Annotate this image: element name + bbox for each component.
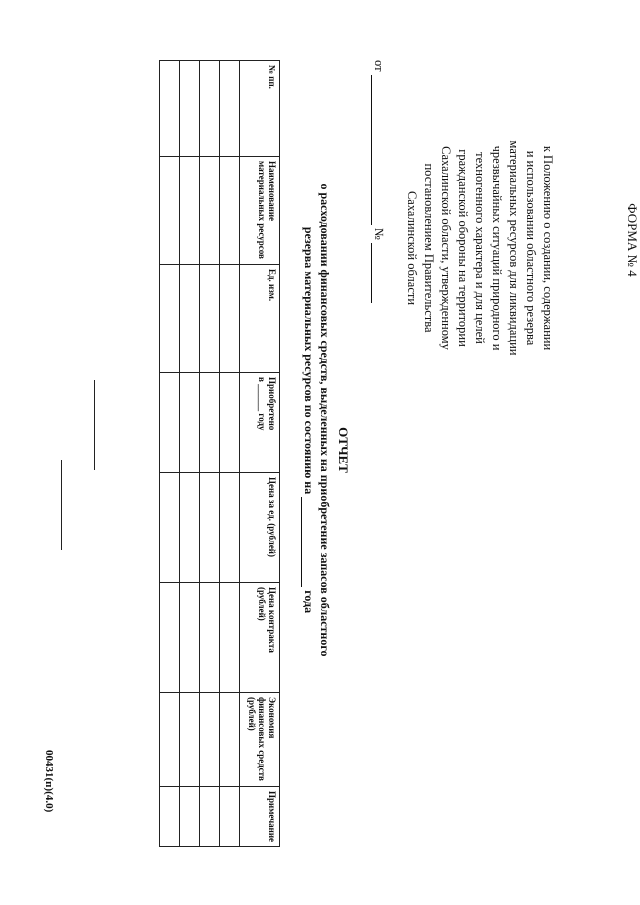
number-blank bbox=[371, 243, 384, 303]
ref-line: к Положению о создании, содержании bbox=[541, 145, 555, 351]
ref-line: чрезвычайных ситуаций природного и bbox=[490, 145, 504, 351]
bought-year: году bbox=[257, 413, 267, 431]
table-row bbox=[200, 61, 220, 847]
col-note-header: Примечание bbox=[240, 787, 280, 847]
col-price-header: Цена за ед. (рублей) bbox=[240, 473, 280, 583]
report-subtitle-line2-text: резерва материальных ресурсов по состоянию на bbox=[302, 226, 316, 495]
col-economy-header: Экономия финансовых средств (рублей) bbox=[240, 693, 280, 787]
ref-line: Сахалинской области, утвержденному bbox=[439, 146, 453, 350]
date-blank bbox=[371, 75, 384, 225]
ref-line: постановлением Правительства bbox=[422, 163, 436, 333]
table-row bbox=[180, 61, 200, 847]
ref-line: техногенного характера и для целей bbox=[473, 152, 487, 344]
separator-line bbox=[61, 460, 62, 550]
bought-in: в bbox=[257, 377, 267, 382]
table-row bbox=[220, 61, 240, 847]
ot-label: от bbox=[372, 60, 386, 72]
form-title: ФОРМА № 4 bbox=[625, 203, 640, 277]
col-name-header: Наименование материальных ресурсов bbox=[240, 157, 280, 265]
col-bought-header: Приобретено в ______ году bbox=[240, 373, 280, 473]
col-unit-header: Ед. изм. bbox=[240, 265, 280, 373]
ref-line: материальных ресурсов для ликвидации bbox=[507, 140, 521, 356]
report-table bbox=[159, 60, 280, 847]
report-subtitle-year: года bbox=[302, 590, 316, 614]
report-date-blank bbox=[301, 497, 314, 587]
col-contract-header: Цена контракта (рублей) bbox=[240, 583, 280, 693]
report-subtitle-line1: о расходовании финансовых средств, выделенных на приобретение запасов областного bbox=[318, 183, 332, 657]
separator-line bbox=[94, 380, 95, 470]
ref-line: и использовании областного резерва bbox=[524, 150, 538, 346]
reference-block bbox=[403, 88, 556, 408]
ref-line: гражданской обороны на территории bbox=[456, 149, 470, 347]
ref-line: Сахалинской области bbox=[405, 190, 419, 306]
col-num-header: № пп. bbox=[240, 61, 280, 157]
document-code: 00431(п)(4.0) bbox=[43, 750, 55, 813]
table-row bbox=[160, 61, 180, 847]
number-label: № bbox=[372, 227, 386, 240]
bought-label: Приобретено bbox=[267, 377, 277, 431]
report-subtitle-line2 bbox=[301, 100, 317, 740]
date-number-line bbox=[370, 60, 386, 350]
report-subtitle bbox=[301, 100, 333, 740]
report-title: ОТЧЕТ bbox=[336, 427, 351, 473]
